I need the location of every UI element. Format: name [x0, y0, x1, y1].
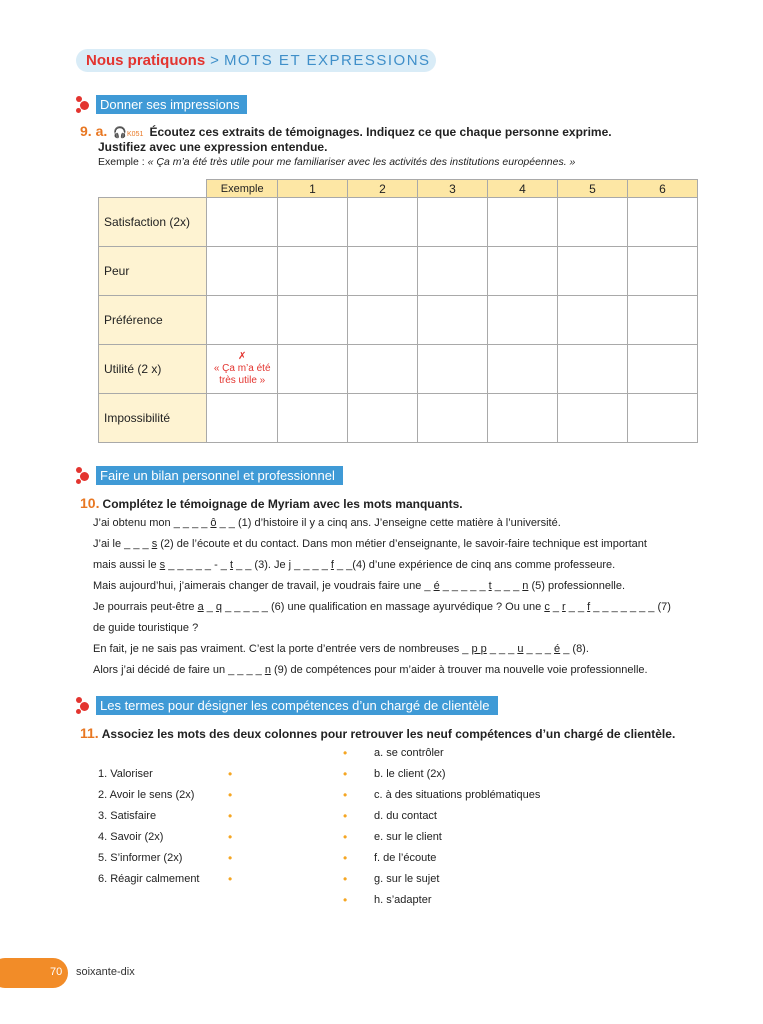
molecule-icon	[74, 95, 96, 114]
match-dot[interactable]: •	[343, 767, 348, 781]
section-banner-competences	[76, 696, 498, 715]
text-line-4: Mais aujourd’hui, j’aimerais changer de travail, je voudrais faire une _ é _ _ _ _ _ t _ _ _ n (5) professionnelle.	[93, 580, 626, 592]
table-cell[interactable]	[627, 198, 697, 247]
exercise-number: 11.	[80, 725, 99, 741]
exercise-instruction-line2: Justifiez avec une expression entendue.	[98, 140, 328, 154]
row-label: Peur	[99, 247, 207, 296]
table-cell[interactable]	[347, 345, 417, 394]
cross-mark-icon: ✗	[237, 351, 247, 362]
table-cell[interactable]	[557, 296, 627, 345]
table-cell[interactable]	[417, 296, 487, 345]
table-cell[interactable]	[487, 198, 557, 247]
table-cell[interactable]	[347, 198, 417, 247]
match-dot[interactable]: •	[228, 809, 233, 823]
table-cell[interactable]	[557, 345, 627, 394]
example-quote-line1: « Ça m’a été	[213, 363, 271, 374]
table-cell[interactable]	[207, 247, 278, 296]
header-title: MOTS ET EXPRESSIONS	[223, 52, 431, 69]
text-line-6: de guide touristique ?	[93, 622, 199, 634]
example-lead: Exemple :	[98, 156, 148, 168]
match-dot[interactable]: •	[228, 872, 233, 886]
exercise-instruction: Associez les mots des deux colonnes pour retrouver les neuf compétences d’un chargé de clientèle.	[101, 727, 676, 741]
exercise-10-heading	[80, 495, 463, 511]
table-cell[interactable]	[627, 394, 697, 443]
match-dot[interactable]: •	[228, 788, 233, 802]
left-item: 1. Valoriser	[98, 768, 153, 780]
table-header: 4	[487, 180, 557, 198]
exercise-example	[98, 156, 575, 168]
table-cell[interactable]	[347, 394, 417, 443]
table-cell[interactable]	[347, 247, 417, 296]
match-dot[interactable]: •	[343, 893, 348, 907]
table-header: Exemple	[207, 180, 278, 198]
table-row	[99, 394, 698, 443]
header-separator: >	[210, 52, 219, 69]
table-row	[99, 345, 698, 394]
table-header: 1	[277, 180, 347, 198]
left-item: 3. Satisfaire	[98, 810, 157, 822]
right-item: c. à des situations problématiques	[374, 789, 541, 801]
text-line-2: J’ai le _ _ _ s (2) de l’écoute et du contact. Dans mon métier d’enseignante, le savoir-faire technique est important	[93, 538, 647, 550]
row-label: Utilité (2 x)	[99, 345, 207, 394]
page-header	[76, 49, 436, 72]
molecule-icon	[74, 466, 96, 485]
section-title: Donner ses impressions	[96, 95, 247, 114]
match-dot[interactable]: •	[228, 830, 233, 844]
match-dot[interactable]: •	[343, 746, 348, 760]
example-quote-line2: très utile »	[219, 375, 266, 386]
match-dot[interactable]: •	[228, 767, 233, 781]
table-row	[99, 247, 698, 296]
left-item: 4. Savoir (2x)	[98, 831, 164, 843]
text-line-5: Je pourrais peut-être a _ q _ _ _ _ _ (6) une qualification en massage ayurvédique ? Ou une c _ r _ _ f _ _ _ _ _ _ _ (7)	[93, 601, 671, 613]
match-dot[interactable]: •	[343, 809, 348, 823]
text-line-7: En fait, je ne sais pas vraiment. C’est la porte d’entrée vers de nombreuses _ p p _ _ _ u _ _ _ é _ (8).	[93, 643, 589, 655]
table-cell[interactable]	[207, 394, 278, 443]
exercise-number: 9. a.	[80, 123, 108, 139]
table-corner	[99, 180, 207, 198]
table-cell[interactable]	[277, 296, 347, 345]
table-row	[99, 198, 698, 247]
text-line-8: Alors j’ai décidé de faire un _ _ _ _ n (9) de compétences pour m’aider à trouver ma nouvelle voie professionnelle.	[93, 664, 648, 676]
section-banner-bilan	[76, 466, 343, 485]
table-header: 2	[347, 180, 417, 198]
table-cell[interactable]	[207, 296, 278, 345]
table-cell[interactable]	[487, 394, 557, 443]
table-header-row	[99, 180, 698, 198]
table-cell[interactable]	[627, 296, 697, 345]
exercise-9-heading	[80, 123, 612, 139]
table-cell[interactable]	[557, 394, 627, 443]
exercise-11-heading	[80, 725, 675, 741]
table-header: 5	[557, 180, 627, 198]
table-cell[interactable]	[417, 345, 487, 394]
left-item: 6. Réagir calmement	[98, 873, 200, 885]
example-text: « Ça m’a été très utile pour me familiariser avec les activités des institutions européennes. »	[147, 156, 576, 168]
table-row	[99, 296, 698, 345]
row-label: Préférence	[99, 296, 207, 345]
right-item: h. s’adapter	[374, 894, 432, 906]
exercise-instruction: Écoutez ces extraits de témoignages. Indiquez ce que chaque personne exprime.	[149, 125, 612, 139]
table-header: 3	[417, 180, 487, 198]
table-cell[interactable]	[417, 247, 487, 296]
table-cell[interactable]	[627, 345, 697, 394]
match-dot[interactable]: •	[343, 872, 348, 886]
match-dot[interactable]: •	[343, 851, 348, 865]
row-label: Satisfaction (2x)	[99, 198, 207, 247]
table-cell[interactable]	[417, 198, 487, 247]
section-title: Les termes pour désigner les compétences d’un chargé de clientèle	[96, 696, 498, 715]
right-item: a. se contrôler	[374, 747, 444, 759]
row-label: Impossibilité	[99, 394, 207, 443]
match-dot[interactable]: •	[343, 788, 348, 802]
table-cell[interactable]	[487, 345, 557, 394]
right-item: e. sur le client	[374, 831, 442, 843]
text-line-3: mais aussi le s _ _ _ _ _ - _ t _ _ (3). Je j _ _ _ _ f _ _(4) d’une expérience de cinq ans comme professeure.	[93, 559, 616, 571]
table-cell[interactable]	[277, 394, 347, 443]
match-dot[interactable]: •	[343, 830, 348, 844]
table-cell[interactable]	[417, 394, 487, 443]
left-item: 2. Avoir le sens (2x)	[98, 789, 195, 801]
table-cell[interactable]	[277, 198, 347, 247]
table-cell[interactable]	[487, 296, 557, 345]
table-cell[interactable]	[277, 345, 347, 394]
table-cell[interactable]	[277, 247, 347, 296]
impressions-table	[98, 179, 698, 443]
left-item: 5. S’informer (2x)	[98, 852, 183, 864]
table-header: 6	[627, 180, 697, 198]
table-cell[interactable]	[557, 198, 627, 247]
exercise-instruction: Complétez le témoignage de Myriam avec les mots manquants.	[102, 497, 463, 511]
right-item: b. le client (2x)	[374, 768, 446, 780]
header-lead: Nous pratiquons	[86, 52, 206, 69]
page-number: 70	[50, 966, 63, 978]
molecule-icon	[74, 696, 96, 715]
exercise-number: 10.	[80, 495, 100, 511]
example-cell	[207, 345, 278, 394]
table-cell[interactable]	[347, 296, 417, 345]
section-title: Faire un bilan personnel et professionnel	[96, 466, 343, 485]
right-item: g. sur le sujet	[374, 873, 440, 885]
table-cell[interactable]	[627, 247, 697, 296]
page-number-text: soixante-dix	[76, 966, 135, 978]
audio-icon: 🎧K051	[113, 127, 144, 139]
table-cell[interactable]	[207, 198, 278, 247]
right-item: f. de l’écoute	[374, 852, 437, 864]
text-line-1: J’ai obtenu mon _ _ _ _ ô _ _ (1) d’histoire il y a cinq ans. J’enseigne cette matière à l’université.	[93, 517, 561, 529]
match-dot[interactable]: •	[228, 851, 233, 865]
right-item: d. du contact	[374, 810, 437, 822]
table-cell[interactable]	[557, 247, 627, 296]
table-cell[interactable]	[487, 247, 557, 296]
section-banner-impressions	[76, 95, 247, 114]
